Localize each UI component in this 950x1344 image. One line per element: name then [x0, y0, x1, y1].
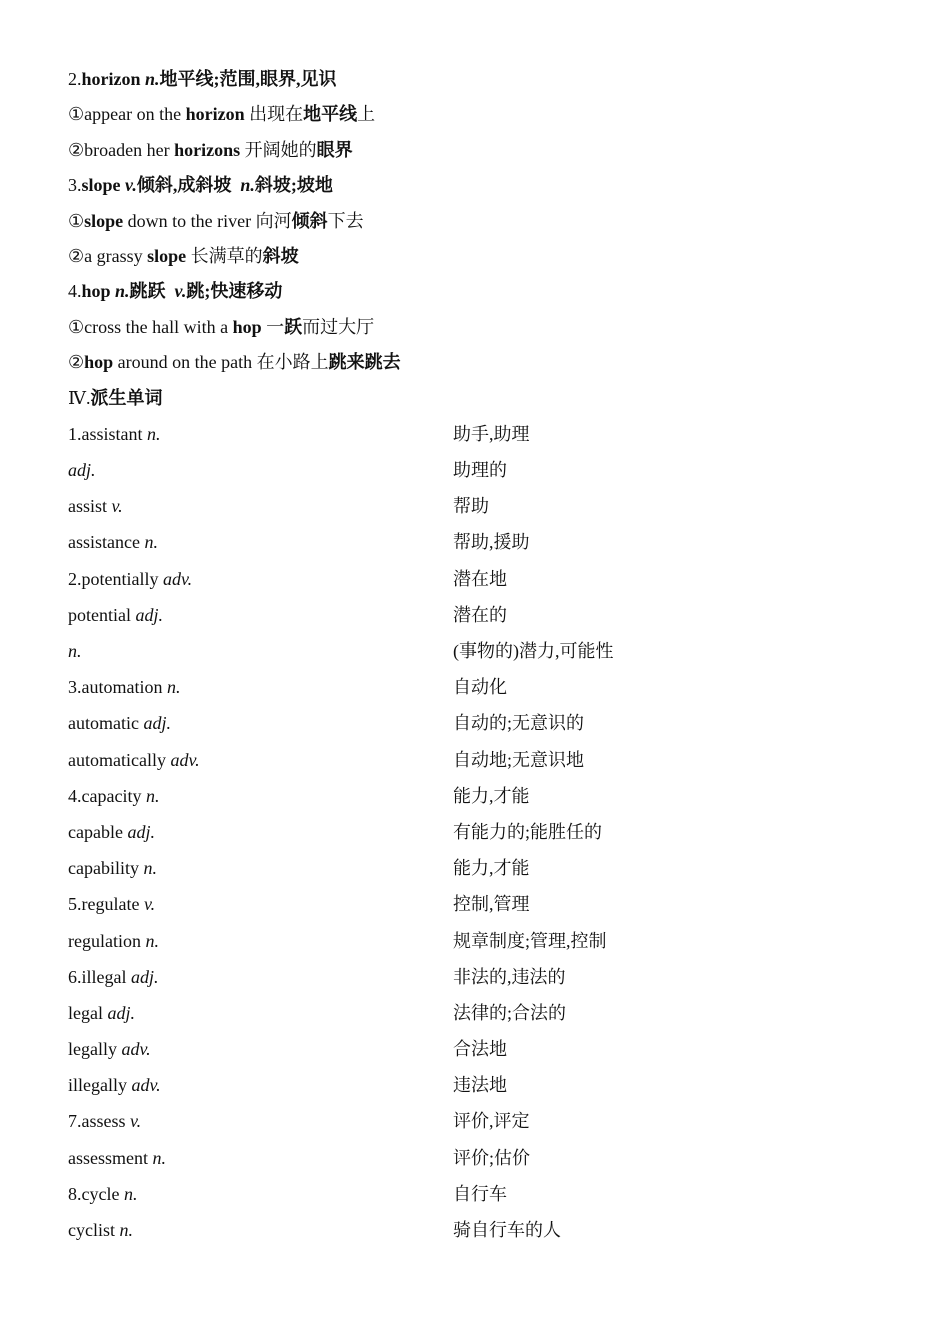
entry-headword: 3.slope v.倾斜,成斜坡 n.斜坡;坡地 [68, 175, 333, 196]
derivative-meaning: 自行车 [453, 1183, 507, 1204]
derivative-row [68, 1176, 888, 1212]
derivative-row [68, 886, 888, 922]
derivative-meaning: 帮助,援助 [453, 532, 530, 553]
part-of-speech: n. [147, 423, 161, 444]
part-of-speech: n. [240, 175, 255, 196]
derivative-meaning: 骑自行车的人 [453, 1220, 561, 1241]
derivative-row [68, 597, 888, 633]
part-of-speech: adj. [107, 1002, 135, 1023]
derivative-word: legal adj. [68, 1002, 135, 1023]
part-of-speech: n. [145, 69, 160, 89]
part-of-speech: n. [115, 281, 130, 302]
derivative-meaning: 控制,管理 [453, 894, 530, 915]
part-of-speech: n. [166, 677, 181, 698]
derivative-word: 6.illegal adj. [68, 966, 159, 987]
derivative-meaning: 评价,评定 [453, 1111, 530, 1132]
derivative-row [68, 524, 888, 560]
derivative-row [68, 705, 888, 741]
derivative-row [68, 1212, 888, 1248]
derivative-row [68, 814, 888, 850]
derivative-meaning: 能力,才能 [453, 858, 530, 879]
derivative-word: automatically adv. [68, 749, 200, 770]
derivative-row [68, 959, 888, 995]
part-of-speech: n. [119, 1220, 133, 1241]
derivative-row [68, 1067, 888, 1103]
derivative-word: 2.potentially adv. [68, 568, 193, 589]
part-of-speech: n. [123, 1183, 138, 1204]
derivative-row [68, 742, 888, 778]
derivative-word: assessment n. [68, 1147, 166, 1168]
derivative-word: regulation n. [68, 930, 159, 951]
derivative-meaning: 法律的;合法的 [453, 1002, 567, 1023]
part-of-speech: v. [143, 894, 156, 915]
document-page [68, 62, 888, 1248]
part-of-speech: n. [152, 1147, 166, 1168]
part-of-speech: v. [111, 496, 123, 517]
example-line: ①cross the hall with a hop 一跃而过大厅 [68, 316, 375, 337]
example-line: ②hop around on the path 在小路上跳来跳去 [68, 352, 401, 373]
derivative-meaning: 有能力的;能胜任的 [453, 821, 603, 842]
headword: hop [81, 281, 111, 302]
derivative-row [68, 923, 888, 959]
derivative-word: assistance n. [68, 532, 158, 553]
entry-headword: 4.hop n.跳跃 v.跳;快速移动 [68, 281, 283, 302]
derivative-word: cyclist n. [68, 1220, 133, 1241]
part-of-speech: v. [125, 175, 137, 196]
derivative-row [68, 995, 888, 1031]
derivative-meaning: 规章制度;管理,控制 [453, 930, 607, 951]
definition: 跳跃 [129, 281, 166, 302]
headword: slope [81, 175, 121, 196]
section-heading: Ⅳ.派生单词 [68, 387, 163, 408]
example-line: ①slope down to the river 向河倾斜下去 [68, 210, 364, 231]
derivative-meaning: 自动地;无意识地 [453, 749, 585, 770]
derivative-meaning: 能力,才能 [453, 785, 530, 806]
derivative-row [68, 1103, 888, 1139]
derivative-word [68, 452, 453, 488]
derivative-word: illegally adv. [68, 1075, 161, 1096]
headword: horizon [81, 69, 141, 89]
definition: 斜坡;坡地 [254, 175, 333, 196]
part-of-speech: adv. [162, 568, 193, 589]
part-of-speech: adj. [127, 821, 155, 842]
part-of-speech: adv. [170, 749, 200, 770]
derivative-word: legally adv. [68, 1039, 151, 1060]
derivative-row [68, 452, 888, 488]
example-line: ②broaden her horizons 开阔她的眼界 [68, 139, 353, 160]
example-line: ①appear on the horizon 出现在地平线上 [68, 104, 376, 125]
derivative-meaning: 非法的,违法的 [453, 966, 566, 987]
part-of-speech: v. [174, 281, 187, 302]
derivative-row [68, 1140, 888, 1176]
derivative-word: 7.assess v. [68, 1111, 142, 1132]
derivative-row [68, 488, 888, 524]
derivative-word: 3.automation n. [68, 677, 181, 698]
part-of-speech: adj. [135, 604, 163, 625]
derivative-meaning: 合法地 [453, 1039, 507, 1060]
derivative-word: 5.regulate v. [68, 894, 156, 915]
derivative-word: 8.cycle n. [68, 1183, 138, 1204]
derivative-word: automatic adj. [68, 713, 171, 734]
derivative-row [68, 1031, 888, 1067]
part-of-speech: n. [145, 930, 159, 951]
part-of-speech: v. [130, 1111, 142, 1132]
derivative-row [68, 850, 888, 886]
derivative-word: 1.assistant n. [68, 423, 161, 444]
derivative-word: capable adj. [68, 821, 155, 842]
derivative-word: 4.capacity n. [68, 785, 160, 806]
derivative-meaning: 违法地 [453, 1075, 507, 1096]
part-of-speech: adv. [121, 1039, 151, 1060]
definition: 倾斜,成斜坡 [136, 175, 232, 196]
derivative-meaning: 潜在地 [453, 568, 507, 589]
derivative-meaning: 帮助 [453, 496, 489, 517]
part-of-speech: n. [145, 785, 160, 806]
derivative-word: assist v. [68, 496, 123, 517]
derivative-meaning: (事物的)潜力,可能性 [453, 641, 614, 662]
derivative-meaning: 助手,助理 [453, 423, 530, 444]
derivative-meaning: 助理的 [453, 460, 507, 481]
part-of-speech: n. [143, 858, 157, 879]
derivatives-table [68, 416, 888, 1248]
derivative-row [68, 633, 888, 669]
derivative-row [68, 416, 888, 452]
example-line: ②a grassy slope 长满草的斜坡 [68, 245, 299, 266]
derivative-word: capability n. [68, 858, 157, 879]
derivative-meaning: 评价;估价 [453, 1147, 531, 1168]
derivative-word [68, 633, 453, 669]
derivative-word: potential adj. [68, 604, 163, 625]
entry-headword: 2.horizon n.地平线;范围,眼界,见识 [68, 69, 337, 89]
derivative-meaning: 潜在的 [453, 604, 507, 625]
part-of-speech: n. [144, 532, 158, 553]
part-of-speech: adj. [68, 460, 96, 481]
part-of-speech: adj. [143, 713, 171, 734]
part-of-speech: n. [68, 641, 82, 662]
part-of-speech: adj. [130, 966, 159, 987]
derivative-row [68, 561, 888, 597]
definition: 地平线;范围,眼界,见识 [159, 69, 337, 89]
derivative-meaning: 自动的;无意识的 [453, 713, 585, 734]
derivative-meaning: 自动化 [453, 677, 507, 698]
derivative-row [68, 778, 888, 814]
part-of-speech: adv. [131, 1075, 161, 1096]
definition: 跳;快速移动 [186, 281, 283, 302]
derivative-row [68, 669, 888, 705]
